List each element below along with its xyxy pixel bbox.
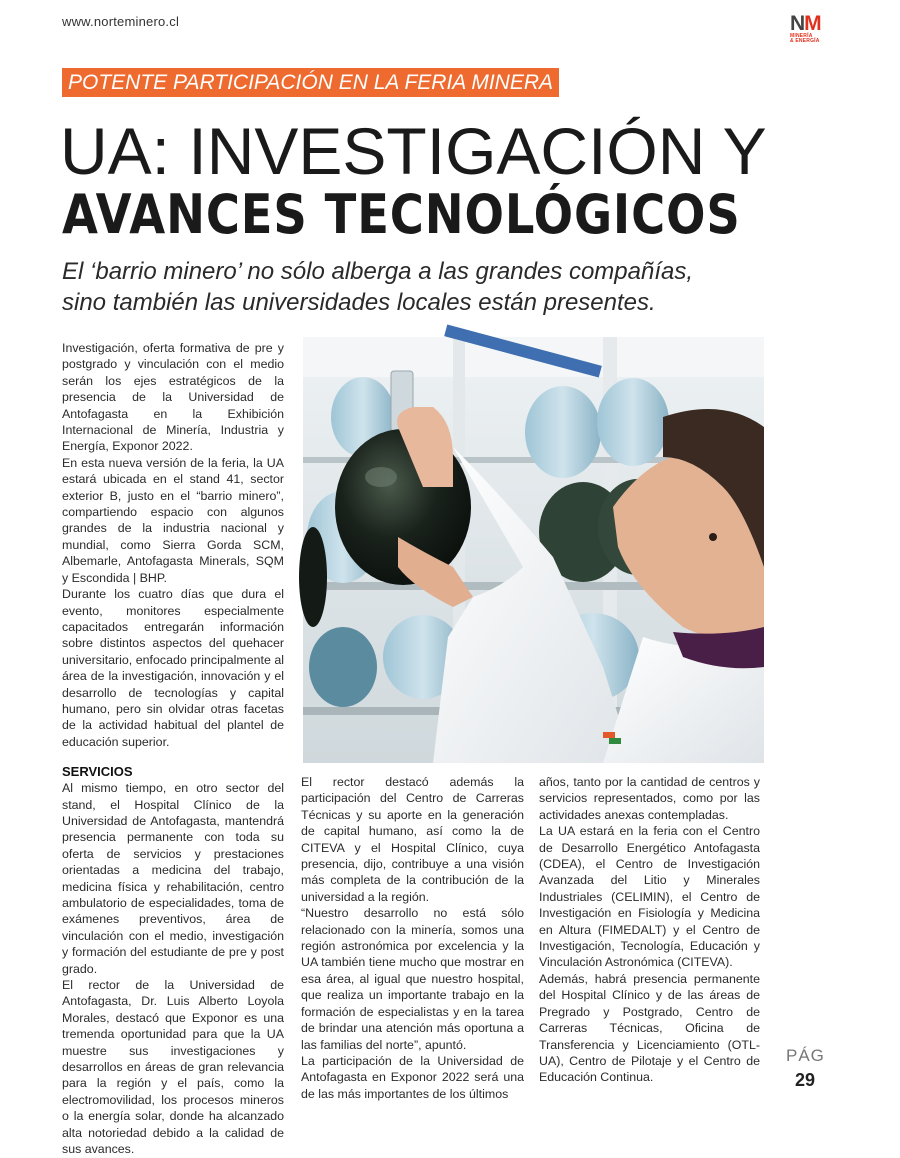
paragraph: La UA estará en la feria con el Centro de Desarrollo Energético Antofagasta (CDEA), el Centro de Investigación Avanzada del Litio y Minerales Industriales (CELIMIN), el Centro de Investigación en Fisiología y Medicina en Altura (FIMEDALT) y el Centro de Investigación, Tecnología, Educación y Vinculación Astronómica (CITEVA). [539, 824, 760, 970]
section-kicker: POTENTE PARTICIPACIÓN EN LA FERIA MINERA [62, 68, 559, 97]
article-photo [303, 337, 764, 763]
paragraph: La participación de la Universidad de Antofagasta en Exponor 2022 será una de las más importantes de los últimos [301, 1053, 524, 1101]
paragraph: “Nuestro desarrollo no está sólo relacionado con la minería, somos una región astronómica por excelencia y la UA también tiene mucho que mostrar en esa área, al igual que nuestro hospital, que realiza un importante trabajo en la formación de especialistas y en la tarea de brindar una atención más oportuna a las familias del norte”, apuntó. [301, 906, 524, 1052]
publication-logo: NM MINERÍA & ENERGÍA [790, 12, 821, 44]
paragraph: El rector de la Universidad de Antofagasta, Dr. Luis Alberto Loyola Morales, destacó que Exponor es una tremenda oportunidad para que la UA muestre sus investigaciones y desarrollos en áreas de gran relevancia para la región y el país, como la electromovilidad, los procesos mineros o la energía solar, donde ha alcanzado alta notoriedad debido a la calidad de sus avances. [62, 978, 284, 1157]
headline-line-2: AVANCES TECNOLÓGICOS [62, 183, 741, 246]
paragraph: En esta nueva versión de la feria, la UA estará ubicada en el stand 41, sector exterior B, justo en el “barrio minero”, compartiendo espacio con algunos grandes de la industria nacional y mundial, como Sierra Gorda SCM, Albemarle, Antofagasta Minerals, SQM y Escondida | BHP. [62, 455, 284, 585]
paragraph: Además, habrá presencia permanente del Hospital Clínico y de las áreas de Pregrado y Postgrado, Centro de Carreras Técnicas, Oficina de Transferencia y Licenciamiento (OTL-UA), Centro de Pilotaje y el Centro de Educación Continua. [539, 971, 760, 1085]
section-heading-servicios: SERVICIOS [62, 764, 133, 780]
lead-line-2: sino también las universidades locales están presentes. [62, 289, 656, 316]
page-number: 29 [795, 1070, 816, 1090]
paragraph: Al mismo tiempo, en otro sector del stand, el Hospital Clínico de la Universidad de Antofagasta, mantendrá presencia permanente con toda su oferta de servicios y prestaciones orientadas a medicina del trabajo, medicina física y rehabilitación, centro ambulatorio de especialidades, toma de exámenes preventivos, área de vinculación con el medio, investigación y formación del estudiante de pre y post grado. [62, 781, 284, 976]
paragraph: años, tanto por la cantidad de centros y servicios representados, como por las actividades anexas contempladas. [539, 775, 760, 822]
headline-line-1: UA: INVESTIGACIÓN Y [60, 114, 767, 188]
paragraph: El rector destacó además la participación del Centro de Carreras Técnicas y su aporte en la generación de capital humano, así como la de CITEVA y el Hospital Clínico, cuya presencia, dijo, contribuye a una visión más completa de la contribución de la universidad a la región. [301, 775, 524, 904]
paragraph: Durante los cuatro días que dura el evento, monitores especialmente capacitados entregarán información sobre distintos aspectos del quehacer universitario, enfocado principalmente al área de la investigación, innovación y el desarrollo de tecnologías y capital humano, pero sin olvidar otras facetas de la actividad habitual del plantel de educación superior. [62, 587, 284, 749]
article-column-2 [301, 774, 524, 1102]
article-lead [62, 256, 702, 318]
article-column-1 [62, 340, 284, 1158]
paragraph: Investigación, oferta formativa de pre y postgrado y vinculación con el medio serán los ejes estratégicos de la presencia de la Universidad de Antofagasta en la Exhibición Internacional de Minería, Industria y Energía, Exponor 2022. [62, 341, 284, 454]
article-column-3 [539, 774, 760, 1086]
website-url: www.norteminero.cl [62, 14, 180, 29]
page-label: PÁG [786, 1046, 825, 1065]
lead-line-1: El ‘barrio minero’ no sólo alberga a las grandes compañías, [62, 258, 694, 285]
